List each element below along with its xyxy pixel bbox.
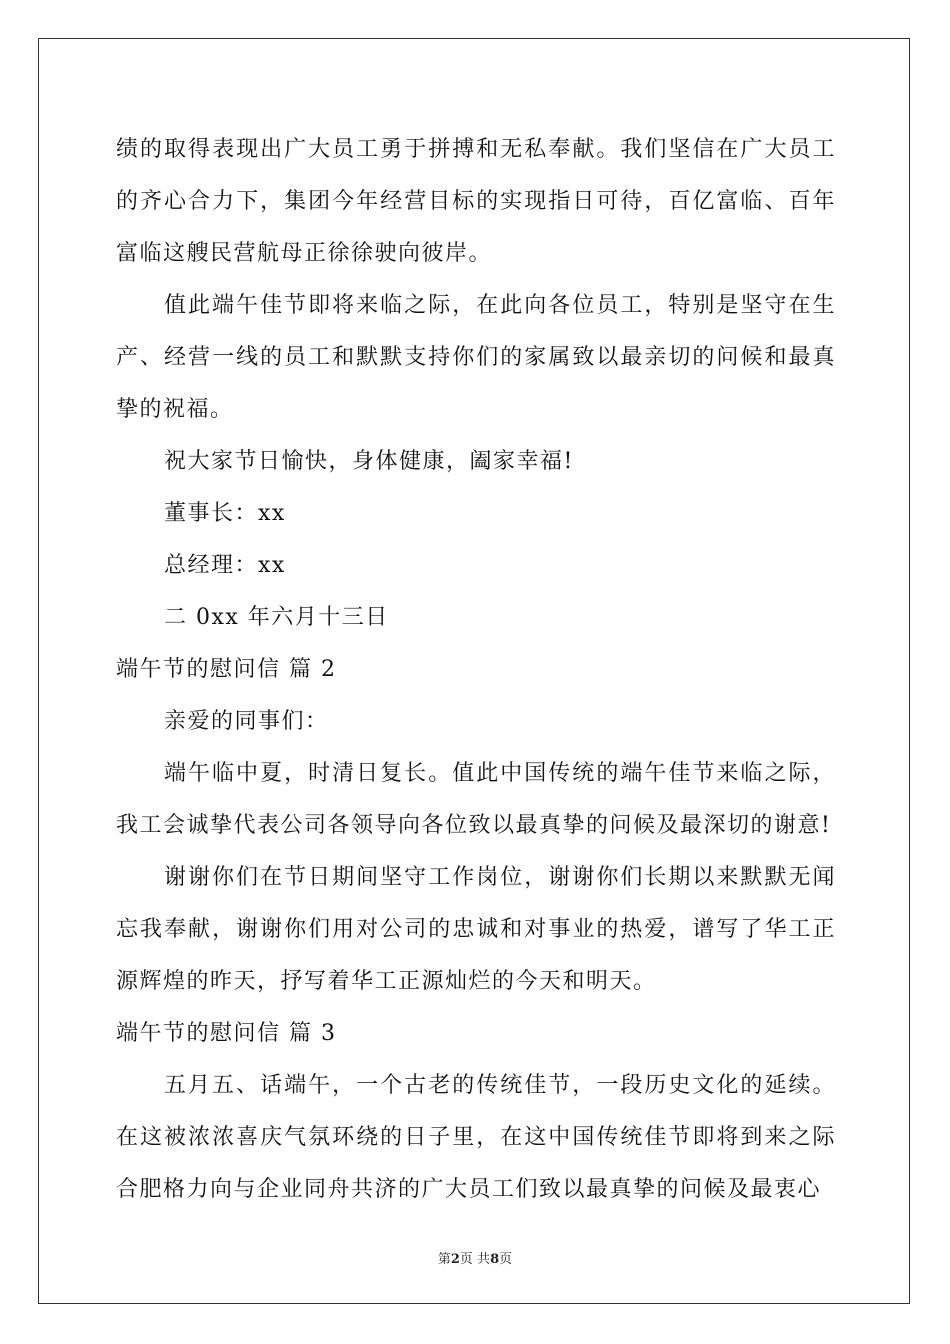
paragraph-3: 祝大家节日愉快，身体健康，阖家幸福! — [164, 449, 574, 474]
footer-mid: 页 共 — [459, 1252, 491, 1267]
paragraph-5: 谢谢你们在节日期间坚守工作岗位，谢谢你们长期以来默默无闻忘我奉献，谢谢你们用对公司的忠诚和对事业的热爱，谱写了华工正源辉煌的昨天，抒写着华工正源灿烂的今天和明天。 — [116, 865, 836, 994]
paragraph-1: 绩的取得表现出广大员工勇于拼搏和无私奉献。我们坚信在广大员工的齐心合力下，集团今年经营目标的实现指日可待，百亿富临、百年富临这艘民营航母正徐徐驶向彼岸。 — [116, 137, 836, 266]
document-body — [116, 124, 836, 1216]
letter-date: 二 0xx 年六月十三日 — [164, 605, 389, 630]
paragraph-4: 端午临中夏，时清日复长。值此中国传统的端午佳节来临之际，我工会诚挚代表公司各领导向各位致以最真挚的问候及最深切的谢意! — [116, 761, 836, 838]
footer-current-page: 2 — [450, 1252, 460, 1267]
salutation: 亲爱的同事们： — [164, 709, 329, 734]
footer-prefix: 第 — [437, 1252, 451, 1267]
section-heading-2: 端午节的慰问信 篇 2 — [116, 657, 337, 682]
signature-general-manager: 总经理：xx — [164, 553, 286, 578]
signature-chairman: 董事长：xx — [164, 501, 286, 526]
page-number-footer — [0, 1248, 950, 1267]
section-heading-3: 端午节的慰问信 篇 3 — [116, 1021, 337, 1046]
paragraph-6: 五月五、话端午，一个古老的传统佳节，一段历史文化的延续。在这被浓浓喜庆气氛环绕的日子里，在这中国传统佳节即将到来之际合肥格力向与企业同舟共济的广大员工们致以最真挚的问候及最衷心 — [116, 1073, 836, 1202]
paragraph-2: 值此端午佳节即将来临之际，在此向各位员工，特别是坚守在生产、经营一线的员工和默默支持你们的家属致以最亲切的问候和最真挚的祝福。 — [116, 293, 836, 422]
footer-total-pages: 8 — [490, 1252, 500, 1267]
footer-suffix: 页 — [499, 1252, 513, 1267]
